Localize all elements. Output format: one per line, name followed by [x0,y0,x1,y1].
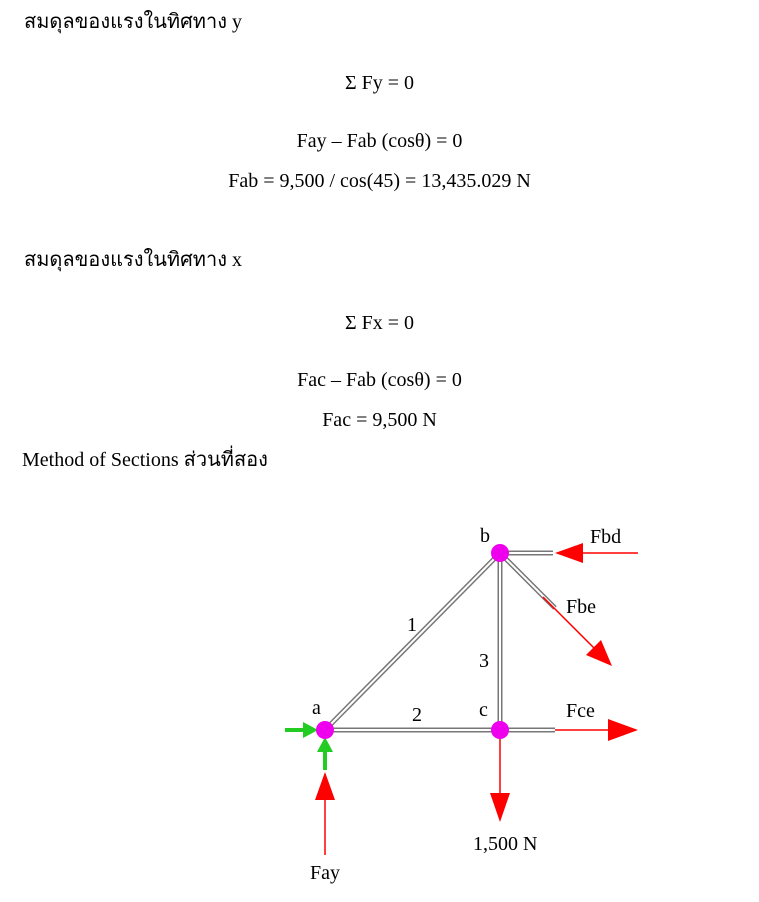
load-label: 1,500 N [473,833,538,855]
fab-result: Fab = 9,500 / cos(45) = 13,435.029 N [228,170,531,192]
reaction-vertical-arrow [317,737,333,770]
fbd-label: Fbd [590,526,622,548]
fce-label: Fce [566,700,595,722]
fac-equation: Fac – Fab (cosθ) = 0 [297,369,462,391]
node-b [491,544,509,562]
fac-result: Fac = 9,500 N [322,409,437,431]
load-arrow [490,730,510,822]
node-a-label: a [312,697,321,719]
fbe-label: Fbe [566,596,596,618]
node-a [316,721,334,739]
x-equilibrium-heading: สมดุลของแรงในทิศทาง x [24,249,242,271]
member-2-label: 2 [412,704,422,726]
node-c [491,721,509,739]
member-3-label: 3 [479,650,489,672]
reaction-horizontal-arrow [285,722,318,738]
sum-fx-equation: Σ Fx = 0 [344,312,415,334]
fce-arrow [555,719,638,741]
fay-arrow [315,772,335,855]
fay-equation: Fay – Fab (cosθ) = 0 [296,130,463,152]
fay-label: Fay [310,862,340,884]
method-of-sections-heading: Method of Sections ส่วนที่สอง [22,449,268,471]
node-c-label: c [479,699,488,721]
node-b-label: b [480,525,490,547]
sum-fy-equation: Σ Fy = 0 [344,72,415,94]
y-equilibrium-heading: สมดุลของแรงในทิศทาง y [24,11,242,33]
member-1-label: 1 [407,614,417,636]
